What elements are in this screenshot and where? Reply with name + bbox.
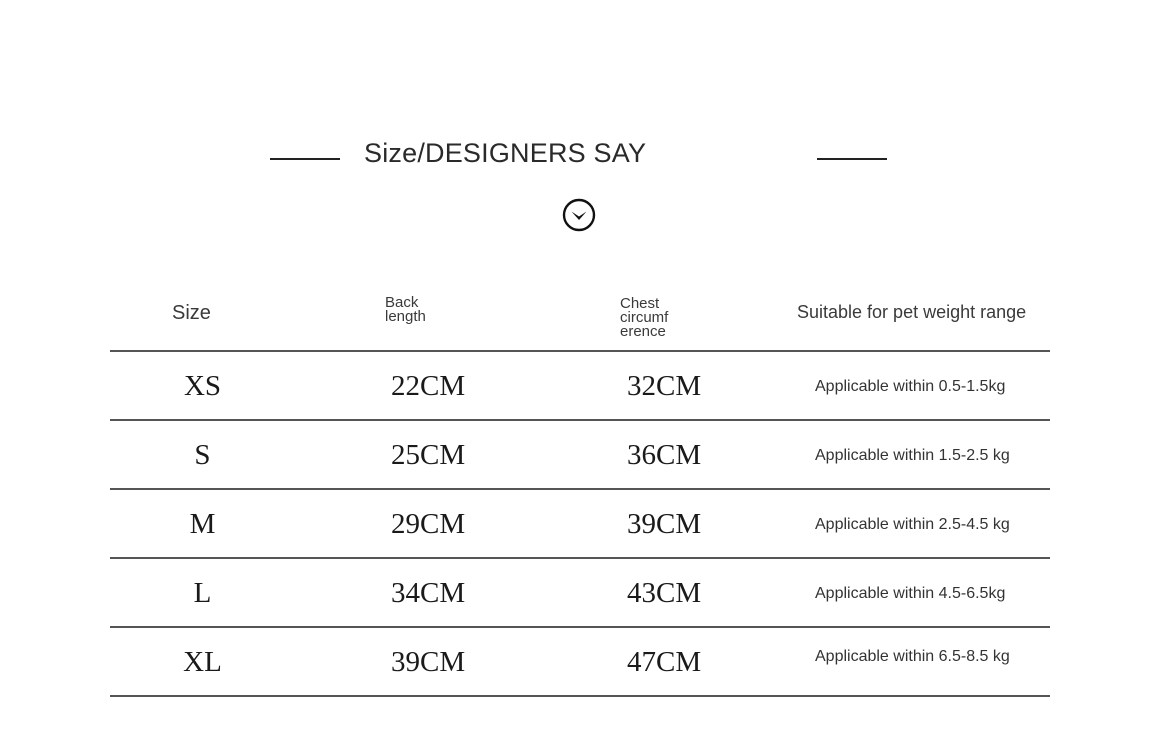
column-header-weight: Suitable for pet weight range xyxy=(797,302,1027,322)
weight-cell: Applicable within 2.5-4.5 kg xyxy=(815,516,1010,533)
section-title-row xyxy=(0,136,1170,176)
table-header-row xyxy=(110,286,1050,352)
chest-cell: 39CM xyxy=(627,508,702,540)
back-length-cell: 29CM xyxy=(391,508,466,540)
weight-cell: Applicable within 0.5-1.5kg xyxy=(815,378,1006,395)
back-length-cell: 25CM xyxy=(391,439,466,471)
chest-cell: 47CM xyxy=(627,646,702,678)
chest-cell: 43CM xyxy=(627,577,702,609)
table-row xyxy=(110,490,1050,559)
back-length-cell: 22CM xyxy=(391,370,466,402)
size-cell: L xyxy=(193,577,212,609)
table-row xyxy=(110,421,1050,490)
back-length-cell: 34CM xyxy=(391,577,466,609)
weight-cell: Applicable within 6.5-8.5 kg xyxy=(815,648,1010,665)
size-cell: S xyxy=(194,439,211,471)
chest-cell: 32CM xyxy=(627,370,702,402)
section-title: Size/DESIGNERS SAY xyxy=(364,138,647,168)
size-cell: M xyxy=(189,508,216,540)
table-row xyxy=(110,628,1050,697)
back-length-cell: 39CM xyxy=(391,646,466,678)
title-right-rule xyxy=(817,158,887,160)
column-header-back-length: Back length xyxy=(385,294,426,325)
title-left-rule xyxy=(270,158,340,160)
chevron-down-circle-icon xyxy=(562,198,596,232)
size-cell: XS xyxy=(183,370,222,402)
size-cell: XL xyxy=(183,646,222,678)
column-header-chest: Chest circumf erence xyxy=(620,295,669,340)
column-header-size: Size xyxy=(172,302,211,324)
table-row xyxy=(110,559,1050,628)
weight-cell: Applicable within 1.5-2.5 kg xyxy=(815,447,1010,464)
chest-cell: 36CM xyxy=(627,439,702,471)
table-row xyxy=(110,352,1050,421)
size-table xyxy=(110,286,1050,697)
weight-cell: Applicable within 4.5-6.5kg xyxy=(815,585,1006,602)
